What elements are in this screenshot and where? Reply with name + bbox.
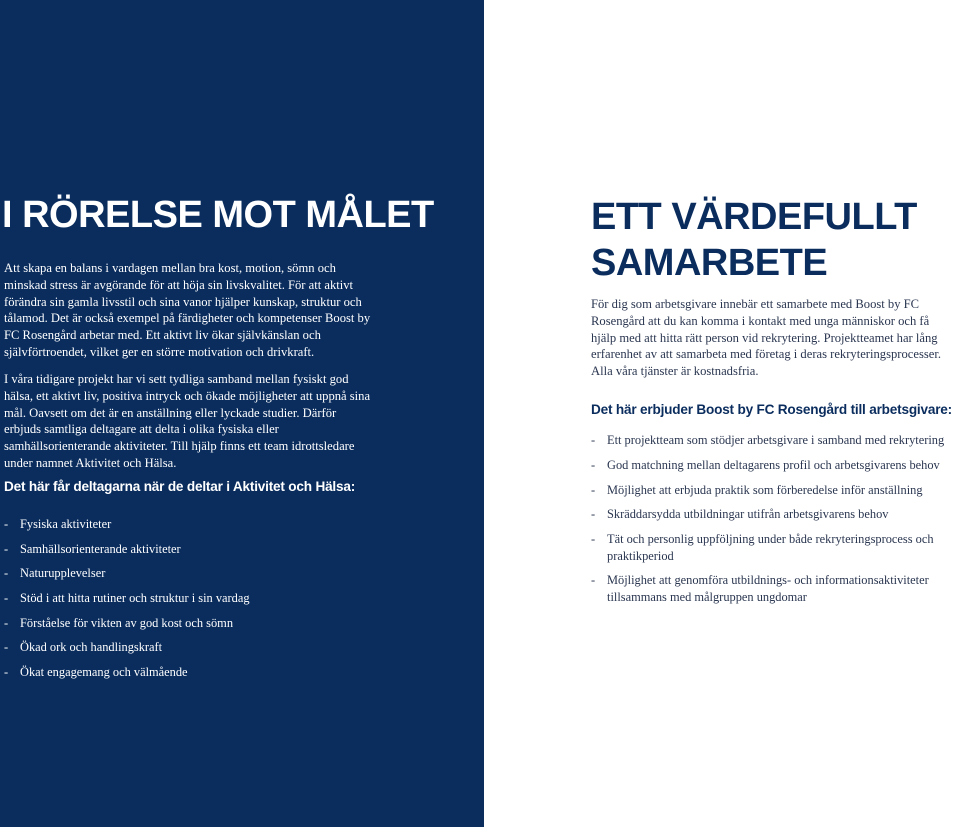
list-item: - Fysiska aktiviteter — [4, 516, 474, 541]
list-item: - Ett projektteam som stödjer arbetsgivare i samband med rekrytering — [591, 432, 957, 448]
list-item: - Möjlighet att erbjuda praktik som förberedelse inför anställning — [591, 482, 957, 498]
list-item: - Ökad ork och handlingskraft — [4, 639, 474, 664]
left-subheading: Det här får deltagarna när de deltar i Aktivitet och Hälsa: — [4, 479, 356, 494]
left-projects-paragraph: I våra tidigare projekt har vi sett tydliga samband mellan fysiskt god hälsa, ett aktivt liv, positiva intryck och ökade möjligheter att uppnå sina mål. Oavsett om det är en anställning eller lyckade studier. Därför erbjuds samtliga deltagare att delta i olika fysiska eller samhällsorienterande aktiviteter. Till hjälp finns ett team idrottsledare under namnet Aktivitet och Hälsa. — [4, 372, 371, 470]
left-title: I RÖRELSE MOT MÅLET — [2, 194, 434, 236]
right-column — [484, 0, 960, 827]
right-subheading: Det här erbjuder Boost by FC Rosengård till arbetsgivare: — [591, 402, 952, 417]
list-item: - Förståelse för vikten av god kost och sömn — [4, 615, 474, 640]
list-item: - Skräddarsydda utbildningar utifrån arbetsgivarens behov — [591, 506, 957, 522]
list-item: - Samhällsorienterande aktiviteter — [4, 541, 474, 566]
left-intro-paragraph: Att skapa en balans i vardagen mellan bra kost, motion, sömn och minskad stress är avgörande för att höja sin livskvalitet. För att aktivt förändra sin gamla livsstil och sina vanor hjälper kunskap, struktur och tålamod. Det är också exempel på färdigheter och kompetenser Boost by FC Rosengård arbetar med. Ett aktivt liv ökar självkänslan och självförtroendet, vilket ger en större motivation och drivkraft. — [4, 261, 371, 359]
list-item: - Möjlighet att genomföra utbildnings- och informationsaktiviteter tillsammans med målgruppen ungdomar — [591, 572, 957, 605]
right-intro-paragraph: För dig som arbetsgivare innebär ett samarbete med Boost by FC Rosengård att du kan komma i kontakt med unga människor och få hjälp med att hitta rätt person vid rekrytering. Projektteamet har lång erfarenhet av att samarbeta med företag i deras rekryteringsprocesser. Alla våra tjänster är kostnadsfria. — [591, 297, 942, 379]
list-item: - Ökat engagemang och välmående — [4, 664, 474, 689]
right-title: ETT VÄRDEFULLT SAMARBETE — [591, 196, 917, 284]
left-benefits-list — [4, 516, 474, 689]
list-item: - Naturupplevelser — [4, 565, 474, 590]
list-item: - Tät och personlig uppföljning under både rekryteringsprocess och praktikperiod — [591, 531, 957, 564]
list-item: - Stöd i att hitta rutiner och struktur i sin vardag — [4, 590, 474, 615]
right-offers-list — [591, 432, 957, 614]
list-item: - God matchning mellan deltagarens profil och arbetsgivarens behov — [591, 457, 957, 473]
